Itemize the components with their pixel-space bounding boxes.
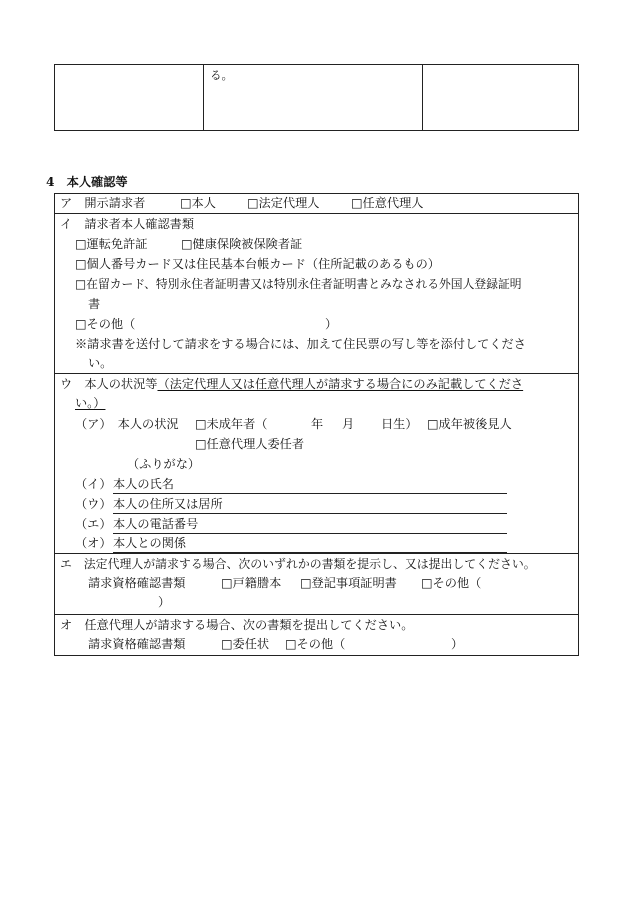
legal-agent-docs-label: エ 法定代理人が請求する場合、次のいずれかの書類を提示し、又は提出してください。 — [60, 557, 536, 571]
power-of-attorney-option[interactable]: □委任状 — [221, 637, 270, 651]
legal-agent-doc-type-label: 請求資格確認書類 — [88, 576, 186, 590]
relationship-field[interactable] — [113, 552, 507, 553]
koseki-option[interactable]: □戸籍謄本 — [221, 576, 282, 590]
requester-self-option[interactable]: □本人 — [180, 196, 216, 210]
top-table-cell-3 — [423, 65, 578, 130]
requester-type-label: ア 開示請求者 — [60, 196, 146, 210]
top-table-cell-2-text: る。 — [210, 68, 233, 82]
voluntary-agent-doc-type-label: 請求資格確認書類 — [88, 637, 186, 651]
legal-agent-other-option[interactable]: □その他（ — [421, 576, 482, 590]
relationship-field-label: 本人との関係 — [113, 536, 187, 550]
row-id-documents — [55, 214, 578, 374]
voluntary-agent-docs-label: オ 任意代理人が請求する場合、次の書類を提出してください。 — [60, 618, 414, 632]
id-drivers-license-option[interactable]: □運転免許証 — [75, 237, 148, 251]
section-heading: 4 本人確認等 — [46, 175, 128, 189]
id-residence-card-option-cont: 書 — [88, 297, 101, 311]
principal-delegator-option[interactable]: □任意代理人委任者 — [195, 437, 305, 451]
birth-month-label: 月 — [342, 417, 355, 431]
id-residence-card-option[interactable]: □在留カード、特別永住者証明書又は特別永住者証明書とみなされる外国人登録証明 — [75, 277, 522, 291]
id-other-option-close: ） — [325, 317, 338, 331]
furigana-label: （ふりがな） — [127, 457, 201, 471]
id-documents-label: イ 請求者本人確認書類 — [60, 217, 195, 231]
principal-name-marker: （イ） — [75, 477, 112, 491]
principal-name-field[interactable] — [113, 493, 507, 494]
principal-status-label-text: ウ 本人の状況等 — [60, 377, 158, 391]
requester-legal-agent-option[interactable]: □法定代理人 — [247, 196, 320, 210]
voluntary-agent-other-close: ） — [451, 637, 464, 651]
mail-request-note: ※請求書を送付して請求をする場合には、加えて住民票の写し等を添付してくださ — [75, 337, 526, 351]
registry-certificate-option[interactable]: □登記事項証明書 — [300, 576, 397, 590]
mail-request-note-cont: い。 — [88, 356, 113, 370]
principal-address-field[interactable] — [113, 513, 507, 514]
birth-year-label: 年 — [311, 417, 324, 431]
principal-status-label — [60, 377, 523, 393]
principal-phone-marker: （エ） — [75, 517, 112, 531]
principal-name-field-label: 本人の氏名 — [113, 477, 174, 491]
birth-day-label: 日生） — [381, 417, 418, 431]
principal-adult-ward-option[interactable]: □成年被後見人 — [427, 417, 512, 431]
principal-phone-field[interactable] — [113, 533, 507, 534]
principal-status-sub-label: （ア） 本人の状況 — [75, 417, 179, 431]
relationship-marker: （オ） — [75, 536, 112, 550]
voluntary-agent-other-option[interactable]: □その他（ — [285, 637, 346, 651]
principal-status-note-cont: い。） — [75, 396, 106, 410]
identity-verification-table — [54, 193, 579, 656]
principal-phone-field-label: 本人の電話番号 — [113, 517, 199, 531]
id-other-option[interactable]: □その他（ — [75, 317, 136, 331]
principal-address-marker: （ウ） — [75, 497, 112, 511]
principal-address-field-label: 本人の住所又は居所 — [113, 497, 223, 511]
top-continuation-table — [54, 64, 579, 131]
row-requester-type — [55, 194, 578, 214]
id-mynumber-card-option[interactable]: □個人番号カード又は住民基本台帳カード（住所記載のあるもの） — [75, 257, 440, 271]
row-principal-status — [55, 374, 578, 554]
row-voluntary-agent-docs — [55, 615, 578, 657]
principal-minor-option[interactable]: □未成年者（ — [195, 417, 268, 431]
requester-voluntary-agent-option[interactable]: □任意代理人 — [351, 196, 424, 210]
top-table-cell-2 — [204, 65, 423, 130]
row-legal-agent-docs — [55, 554, 578, 615]
principal-status-note: （法定代理人又は任意代理人が請求する場合にのみ記載してくださ — [157, 377, 524, 391]
top-table-cell-1 — [55, 65, 204, 130]
id-health-insurance-option[interactable]: □健康保険被保険者証 — [181, 237, 303, 251]
legal-agent-other-close: ） — [158, 595, 171, 609]
